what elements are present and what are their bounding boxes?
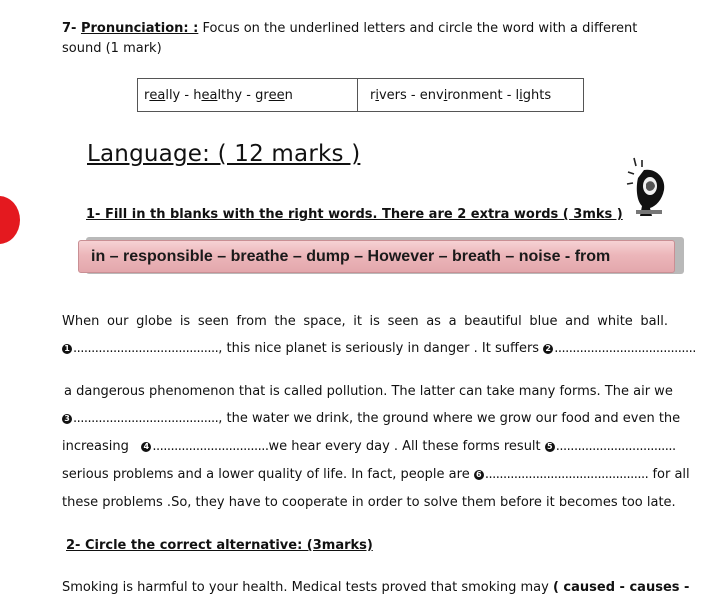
underlined-letters: ea [149,87,166,103]
blank-3[interactable]: ........................................ [73,411,219,426]
question-2-text [62,580,690,595]
blank-number-6: 6 [474,470,484,480]
instruction-text: Focus on the underlined letters and circle the word with a different [198,21,638,36]
blank-number-5: 5 [545,442,555,452]
passage-text: , the water we drink, the ground where we grow our food and even the [218,411,681,426]
passage-line-1: When our globe is seen from the space, it is seen as a beautiful blue and white ball. [62,314,668,329]
word-part: ghts [522,87,552,103]
passage-line-2 [62,341,696,356]
question-number: 7- [62,21,81,36]
word-part: env [419,87,444,103]
word-part: h [193,87,202,103]
word-part: ronment [447,87,503,103]
word-bank-text: in – responsible – breathe – dump – However – breath – noise - from [91,247,611,265]
word-cell-1 [138,79,357,111]
sentence-text: Smoking is harmful to your health. Medical tests proved that smoking may [62,580,549,595]
blank-6[interactable]: ............................................. [484,467,649,482]
passage-line-7: these problems .So, they have to cooperate in order to solve them before it becomes too late. [62,495,676,510]
underlined-letters: i [519,87,523,103]
underlined-letters: ea [201,87,218,103]
question-1-heading: 1- Fill in th blanks with the right words. There are 2 extra words ( 3mks ) [86,207,623,222]
passage-line-3: a dangerous phenomenon that is called pollution. The latter can take many forms. The air we [64,384,673,399]
passage-line-6 [62,467,690,482]
separator: - [502,87,516,103]
underlined-letters: i [443,87,448,103]
blank-1[interactable]: ........................................ [73,341,219,356]
language-title: Language: ( 12 marks ) [87,141,361,167]
word-bank [78,240,675,273]
blank-number-4: 4 [141,442,151,452]
word-part: lly [165,87,181,103]
pronunciation-heading [62,21,637,36]
passage-text: for all [652,467,690,482]
red-marker [0,196,20,244]
passage-text: , this nice planet is seriously in danger . It suffers [218,341,540,356]
word-part: lthy [217,87,243,103]
word-part: r [144,87,150,103]
separator: - [406,87,420,103]
instruction-line-2: sound (1 mark) [62,41,162,56]
passage-text: serious problems and a lower quality of life. In fact, people are [62,467,470,482]
underlined-letters: i [375,87,379,103]
passage-line-4 [62,411,681,426]
passage-line-5 [62,439,676,454]
blank-5[interactable]: ................................. [555,439,676,454]
section-title: Pronunciation: : [80,21,199,36]
blank-number-2: 2 [543,344,553,354]
underlined-letters: ee [268,87,285,103]
blank-2[interactable]: ....................................... [554,341,696,356]
word-part: r [370,87,376,103]
pronunciation-table [137,78,584,112]
word-part: l [515,87,520,103]
alternatives[interactable]: ( caused - causes - [552,580,690,595]
blank-number-3: 3 [62,414,72,424]
man-writing-icon [626,156,670,220]
blank-number-1: 1 [62,344,72,354]
word-part: vers [378,87,407,103]
word-cell-2 [357,79,583,111]
separator: - [180,87,194,103]
passage-text: increasing [62,439,129,454]
blank-4[interactable]: ................................ [152,439,269,454]
separator: - [242,87,256,103]
word-part: gr [255,87,269,103]
word-part: n [284,87,293,103]
question-2-heading: 2- Circle the correct alternative: (3marks) [66,538,373,553]
passage-text: we hear every day . All these forms result [268,439,541,454]
